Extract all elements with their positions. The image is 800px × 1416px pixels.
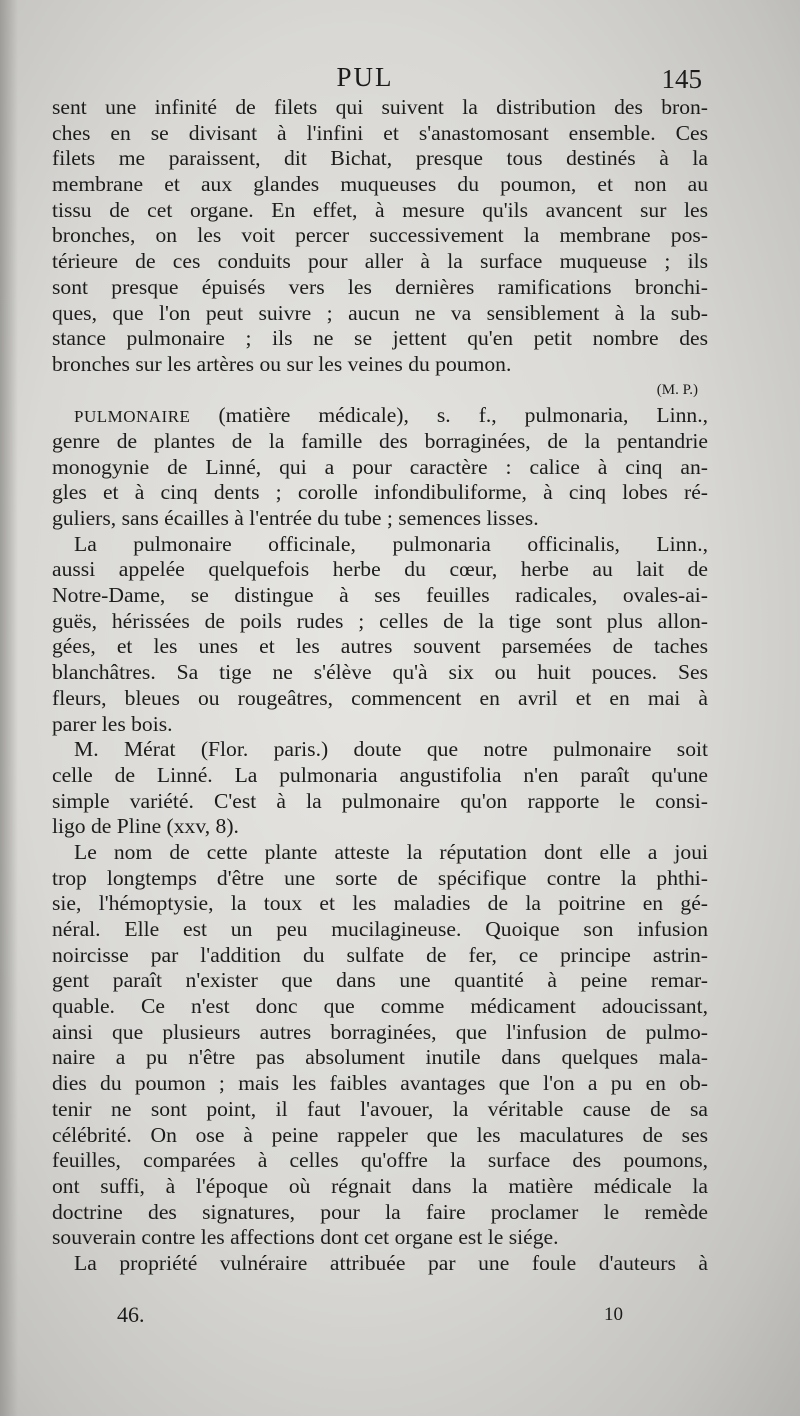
text-line: quable. Ce n'est donc que comme médicament adoucissant, (52, 994, 708, 1019)
text-line: feuilles, comparées à celles qu'offre la surface des poumons, (52, 1148, 708, 1173)
text-line: sont presque épuisés vers les dernières ramifications bronchi- (52, 274, 708, 299)
text-line: noircisse par l'addition du sulfate de fer, ce principe astrin- (52, 942, 708, 967)
page-footer (0, 1302, 800, 1332)
text-line: blanchâtres. Sa tige ne s'élève qu'à six ou huit pouces. Ses (52, 660, 708, 685)
text-line: gles et à cinq dents ; corolle infondibuliforme, à cinq lobes ré- (52, 480, 708, 505)
sheet-number: 10 (604, 1304, 623, 1325)
text-line: célébrité. On ose à peine rappeler que les maculatures de ses (52, 1122, 708, 1147)
text-line: ligo de Pline (xxv, 8). (52, 814, 239, 839)
text-line: tissu de cet organe. En effet, à mesure qu'ils avancent sur les (52, 197, 708, 222)
text-line: La propriété vulnéraire attribuée par une foule d'auteurs à (74, 1250, 708, 1275)
body-text (52, 95, 708, 1277)
text-line: membrane et aux glandes muqueuses du poumon, et non au (52, 172, 708, 197)
text-line: tenir ne sont point, il faut l'avouer, la véritable cause de sa (52, 1096, 708, 1121)
text-line: aussi appelée quelquefois herbe du cœur, herbe au lait de (52, 557, 708, 582)
entry-headword: PULMONAIRE (74, 407, 191, 427)
text-line: fleurs, bleues ou rougeâtres, commencent en avril et en mai à (52, 685, 708, 710)
text-line: guliers, sans écailles à l'entrée du tube ; semences lisses. (52, 506, 539, 530)
text-line: naire a pu n'être pas absolument inutile dans quelques mala- (52, 1045, 708, 1070)
text-line: néral. Elle est un peu mucilagineuse. Quoique son infusion (52, 917, 708, 941)
text-line: parer les bois. (52, 711, 173, 736)
text-line: Le nom de cette plante atteste la réputation dont elle a joui (74, 839, 708, 864)
text-line: celle de Linné. La pulmonaria angustifolia n'en paraît qu'une (52, 762, 708, 787)
text-line: stance pulmonaire ; ils ne se jettent qu'en petit nombre des (52, 326, 708, 351)
entry-heading-line (52, 403, 708, 429)
text-line: doctrine des signatures, pour la faire proclamer le remède (52, 1199, 708, 1224)
text-line: gées, et les unes et les autres souvent parsemées de taches (52, 634, 708, 659)
running-head-title: PUL (336, 62, 394, 92)
author-initials: (M. P.) (656, 381, 698, 398)
text-line: térieure de ces conduits pour aller à la surface muqueuse ; ils (52, 249, 708, 274)
text-line: ainsi que plusieurs autres borraginées, que l'infusion de pulmo- (52, 1019, 708, 1044)
text-line: bronches, on les voit percer successivement la membrane pos- (52, 223, 708, 248)
text-line: ques, que l'on peut suivre ; aucun ne va sensiblement à la sub- (52, 300, 708, 325)
text-line: souverain contre les affections dont cet organe est le siége. (52, 1225, 559, 1250)
text-line: monogynie de Linné, qui a pour caractère : calice à cinq an- (52, 454, 708, 479)
text-line: sie, l'hémoptysie, la toux et les maladies de la poitrine en gé- (52, 891, 708, 916)
entry-heading-text: (matière médicale), s. f., pulmonaria, Linn., (190, 403, 708, 428)
text-line: Notre-Dame, se distingue à ses feuilles radicales, ovales-ai- (52, 583, 708, 608)
text-line: bronches sur les artères ou sur les veines du poumon. (52, 351, 512, 376)
text-line: La pulmonaire officinale, pulmonaria officinalis, Linn., (74, 531, 708, 556)
text-line: M. Mérat (Flor. paris.) doute que notre pulmonaire soit (74, 737, 708, 762)
text-line: dies du poumon ; mais les faibles avantages que l'on a pu en ob- (52, 1071, 708, 1096)
signature-mark: 46. (117, 1302, 145, 1327)
text-line: ont suffi, à l'époque où régnait dans la matière médicale la (52, 1173, 708, 1198)
text-line: filets me paraissent, dit Bichat, presque tous destinés à la (52, 146, 708, 171)
text-line: guës, hérissées de poils rudes ; celles de la tige sont plus allon- (52, 608, 708, 633)
running-head (0, 62, 800, 98)
page-gutter-shadow (0, 0, 18, 1416)
text-line: ches en se divisant à l'infini et s'anastomosant ensemble. Ces (52, 120, 708, 145)
text-line: simple variété. C'est à la pulmonaire qu'on rapporte le consi- (52, 788, 708, 813)
text-line: trop longtemps d'être une sorte de spécifique contre la phthi- (52, 865, 708, 890)
text-line: sent une infinité de filets qui suivent la distribution des bron- (52, 95, 708, 119)
text-line: genre de plantes de la famille des borraginées, de la pentandrie (52, 428, 708, 453)
page-number: 145 (661, 64, 702, 94)
text-line: gent paraît n'exister que dans une quantité à peine remar- (52, 968, 708, 993)
